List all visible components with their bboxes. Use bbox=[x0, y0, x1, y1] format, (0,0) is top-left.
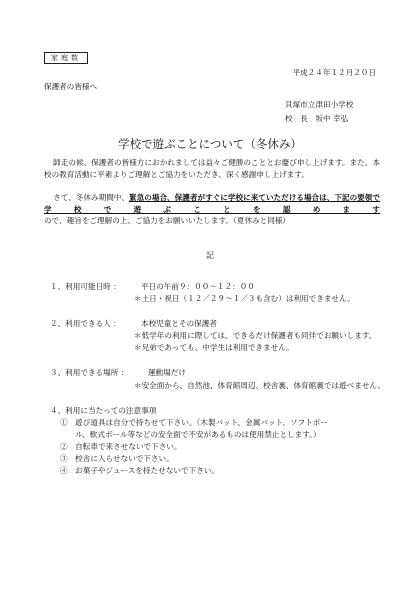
section-1-label: １、利用可能日時 ： bbox=[50, 282, 121, 291]
main-paragraph-emphasis: 緊急の場合、保護者がすぐに学校に来ていただける場合は、下記の要領で学校で遊ぶことを認めます bbox=[44, 193, 380, 214]
rule-item-1-cont: ル、軟式ボール等などの安全面で不安があるものは使用禁止とします。） bbox=[60, 430, 321, 439]
distribution-tag: 家庭数 bbox=[44, 52, 88, 64]
section-2-note-1: ＊低学年の利用に際しては、できるだけ保護者も同伴でお願いします。 bbox=[134, 331, 377, 340]
section-3-place: 運動場だけ bbox=[148, 368, 186, 377]
section-4-label: ４、利用に当たっての注意事項 bbox=[50, 406, 157, 415]
addressee: 保護者の皆様へ bbox=[44, 82, 98, 91]
section-2-label: ２、利用できる人 ： bbox=[50, 319, 121, 328]
rule-item-3: ③ 校舎に入らせないで下さい。 bbox=[60, 454, 174, 463]
rule-item-1: ① 遊び道具は自分で持ちせて下さい。（木製バット、金属バット、ソフトボー bbox=[60, 418, 328, 427]
ki-heading: 記 bbox=[206, 251, 214, 260]
main-paragraph bbox=[44, 192, 380, 227]
main-paragraph-closing: ので、趣旨をご理解の上、ご協力をお願いいたします。（夏休みと同様） bbox=[44, 216, 291, 225]
greeting-paragraph: 師走の候、保護者の皆様方におかれましては益々ご健勝のこととお慶び申し上げます。また、本校の教育活動に平素よりご理解とご協力をいただき、深く感謝申し上げます。 bbox=[44, 158, 380, 179]
section-3-note: ＊安全面から、自然池、体育館周辺、校舎裏、体育館裏では遊べません。 bbox=[134, 381, 386, 390]
rule-item-4: ④ お菓子やジュースを持たせないで下さい。 bbox=[60, 466, 219, 475]
section-1-note: ＊土日・祝日（１２／２９～１／３も含む）は利用できません。 bbox=[134, 294, 355, 303]
section-1-hours: 平日の午前９：００～１２：００ bbox=[141, 282, 255, 291]
main-paragraph-intro: さて、冬休み期間中、 bbox=[53, 193, 130, 202]
document-title: 学校で遊ぶことについて（冬休み） bbox=[118, 137, 302, 151]
section-3-label: ３、利用できる場所 ： bbox=[50, 368, 129, 377]
school-name: 貝塚市立津田小学校 bbox=[285, 100, 354, 109]
rule-item-2: ② 自転車で来させないで下さい。 bbox=[60, 442, 182, 451]
section-2-who: 本校児童とその保護者 bbox=[141, 319, 217, 328]
principal-name: 校 長 坂中 幸弘 bbox=[285, 114, 349, 123]
section-2-note-2: ＊兄弟であっても、中学生は利用できません。 bbox=[134, 343, 294, 352]
issue-date: 平成２４年１２月２０日 bbox=[292, 68, 376, 77]
